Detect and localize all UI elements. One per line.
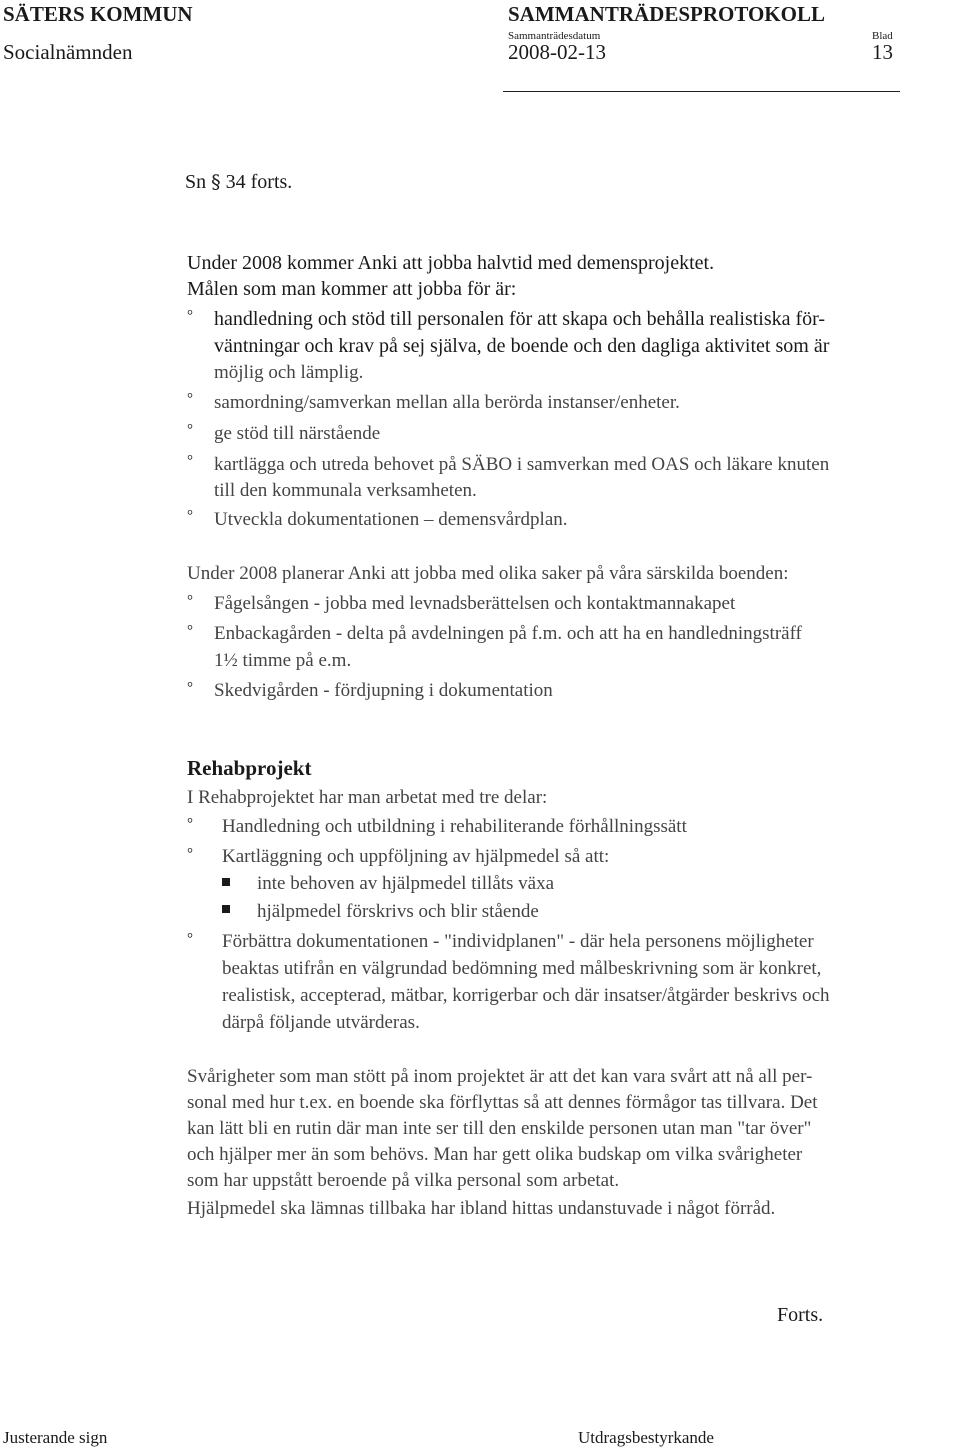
continued-note: Forts. bbox=[777, 1304, 824, 1326]
bullet-icon: ° bbox=[187, 623, 193, 639]
goal-5: Utveckla dokumentationen – demensvårdplan. bbox=[214, 509, 568, 530]
plan-item-2-line-1: Enbackagården - delta på avdelningen på f.m. och att ha en handledningsträff bbox=[214, 623, 802, 644]
plan-item-3: Skedvigården - fördjupning i dokumentation bbox=[214, 680, 553, 701]
bullet-icon: ° bbox=[187, 308, 193, 324]
plan-item-1: Fågelsången - jobba med levnadsberättelsen och kontaktmannakapet bbox=[214, 593, 736, 614]
rehab-subitem-1: inte behoven av hjälpmedel tillåts växa bbox=[257, 873, 555, 894]
intro-line-2: Målen som man kommer att jobba för är: bbox=[187, 278, 517, 300]
paragraph-line: sonal med hur t.ex. en boende ska förflyttas så att dennes förmågor tas tillvara. Det bbox=[187, 1092, 818, 1113]
rehab-item-3-line-4: därpå följande utvärderas. bbox=[222, 1012, 420, 1033]
plan-item-2-line-2: 1½ timme på e.m. bbox=[214, 650, 352, 671]
page-number: 13 bbox=[872, 40, 893, 64]
bullet-icon: ° bbox=[187, 931, 193, 947]
page-label: Blad bbox=[872, 30, 893, 42]
rehab-item-3-line-3: realistisk, accepterad, mätbar, korrigerbar och där insatser/åtgärder beskrivs och bbox=[222, 985, 830, 1006]
footer-extract-certification: Utdragsbestyrkande bbox=[578, 1428, 714, 1447]
goal-4-line-2: till den kommunala verksamheten. bbox=[214, 480, 477, 501]
section-number: 34 forts. bbox=[225, 171, 293, 193]
rehab-item-3-line-1: Förbättra dokumentationen - "individplanen" - där hela personens möjligheter bbox=[222, 931, 814, 952]
paragraph-line: Svårigheter som man stött på inom projektet är att det kan vara svårt att nå all per- bbox=[187, 1066, 813, 1087]
bullet-icon: ° bbox=[187, 593, 193, 609]
paragraph-line: och hjälper mer än som behövs. Man har gett olika budskap om vilka svårigheter bbox=[187, 1144, 803, 1165]
footer-adjusting-signature: Justerande sign bbox=[3, 1428, 108, 1447]
paragraph-line: kan lätt bli en rutin där man inte ser till den enskilde personen utan man "tar över" bbox=[187, 1118, 812, 1139]
section-reference bbox=[185, 171, 292, 194]
bullet-icon: ° bbox=[187, 680, 193, 696]
rehab-item-2: Kartläggning och uppföljning av hjälpmedel så att: bbox=[222, 846, 610, 867]
rehab-title: Rehabprojekt bbox=[187, 756, 312, 780]
bullet-icon: ° bbox=[187, 391, 193, 407]
aids-paragraph: Hjälpmedel ska lämnas tillbaka har ibland hittas undanstuvade i något förråd. bbox=[187, 1198, 776, 1219]
section-symbol: § bbox=[211, 171, 221, 193]
goal-2: samordning/samverkan mellan alla berörda instanser/enheter. bbox=[214, 392, 680, 413]
goal-1-line-1: handledning och stöd till personalen för att skapa och behålla realistiska för- bbox=[214, 308, 826, 330]
bullet-icon: ° bbox=[187, 846, 193, 862]
rehab-intro: I Rehabprojektet har man arbetat med tre delar: bbox=[187, 787, 548, 808]
bullet-icon: ° bbox=[187, 453, 193, 469]
section-prefix: Sn bbox=[185, 171, 207, 193]
bullet-icon: ° bbox=[187, 816, 193, 832]
document-type: SAMMANTRÄDESPROTOKOLL bbox=[508, 2, 825, 26]
square-bullet-icon bbox=[222, 905, 230, 913]
meeting-date: 2008-02-13 bbox=[508, 40, 606, 64]
intro-line-1: Under 2008 kommer Anki att jobba halvtid med demensprojektet. bbox=[187, 252, 715, 274]
municipality-name: SÄTERS KOMMUN bbox=[3, 2, 193, 26]
rehab-subitem-2: hjälpmedel förskrivs och blir stående bbox=[257, 901, 539, 922]
bullet-icon: ° bbox=[187, 422, 193, 438]
header-rule bbox=[503, 91, 900, 92]
rehab-item-3-line-2: beaktas utifrån en välgrundad bedömning med målbeskrivning som är konkret, bbox=[222, 958, 822, 979]
paragraph-line: som har uppstått beroende på vilka personal som arbetat. bbox=[187, 1170, 620, 1191]
goal-1-line-3: möjlig och lämplig. bbox=[214, 362, 364, 383]
goal-4-line-1: kartlägga och utreda behovet på SÄBO i samverkan med OAS och läkare knuten bbox=[214, 454, 830, 475]
goal-3: ge stöd till närstående bbox=[214, 423, 381, 444]
rehab-item-1: Handledning och utbildning i rehabiliterande förhållningssätt bbox=[222, 816, 687, 837]
date-label: Sammanträdesdatum bbox=[508, 30, 601, 42]
committee-name: Socialnämnden bbox=[3, 40, 133, 64]
goal-1-line-2: väntningar och krav på sej själva, de boende och den dagliga aktivitet som är bbox=[214, 335, 830, 357]
bullet-icon: ° bbox=[187, 508, 193, 524]
plan-heading: Under 2008 planerar Anki att jobba med olika saker på våra särskilda boenden: bbox=[187, 563, 789, 584]
square-bullet-icon bbox=[222, 878, 230, 886]
